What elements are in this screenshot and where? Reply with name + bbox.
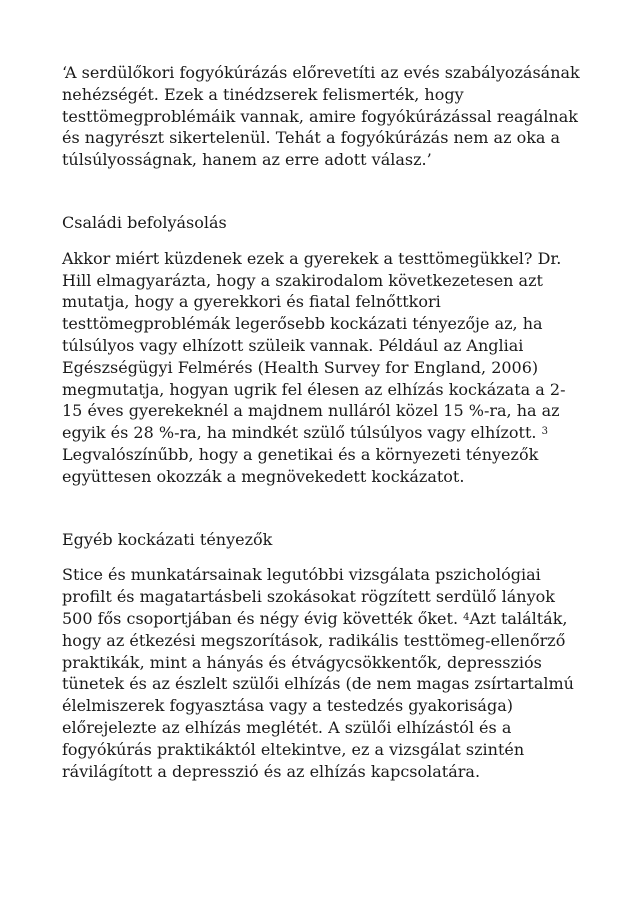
section-text: Legvalószínűbb, hogy a genetikai és a környezeti tényezők együttesen okozzák a megnövekedett kockázatot. bbox=[62, 444, 539, 486]
section-text: Stice és munkatársainak legutóbbi vizsgálata pszichológiai profilt és magatartásbeli szokásokat rögzített serdülő lányok 500 fős csoportjában és négy évig követték őket. bbox=[62, 565, 555, 628]
section-text: Azt találták, hogy az étkezési megszorítások, radikális testtömeg-ellenőrző praktikák, mint a hányás és étvágycsökkentők, depressziós tünetek és az észlelt szülői elhízás (de nem magas zsírtartalmú élelmiszerek fogyasztása vagy a testedzés gyakorisága) előrejelezte az elhízás meglétét. A szülői elhízástól és a fogyókúrás praktikáktól eltekintve, ez a vizsgálat szintén rávilágított a depresszió és az elhízás kapcsolatára. bbox=[62, 608, 574, 781]
section-body-other-risk-factors bbox=[62, 564, 582, 782]
footnote-marker: 4 bbox=[463, 611, 470, 623]
section-text: Akkor miért küzdenek ezek a gyerekek a testtömegükkel? Dr. Hill elmagyarázta, hogy a szakirodalom következetesen azt mutatja, hogy a gyerekkori és fiatal felnőttkori testtömegproblémák legerősebb kockázati tényezője az, ha túlsúlyos vagy elhízott szüleik vannak. Például az Angliai Egészségügyi Felmérés (Health Survey for England, 2006) megmutatja, hogyan ugrik fel élesen az elhízás kockázata a 2-15 éves gyerekeknél a majdnem nulláról közel 15 %-ra, ha az egyik és 28 %-ra, ha mindkét szülő túlsúlyos vagy elhízott. bbox=[62, 248, 566, 443]
document-page bbox=[62, 62, 582, 782]
section-body-family-influence bbox=[62, 248, 582, 488]
intro-quote: ‘A serdülőkori fogyókúrázás előrevetíti az evés szabályozásának nehézségét. Ezek a tinédzserek felismerték, hogy testtömegproblémáik vannak, amire fogyókúrázással reagálnak és nagyrészt sikertelenül. Tehát a fogyókúrázás nem az oka a túlsúlyosságnak, hanem az erre adott válasz.’ bbox=[62, 63, 580, 170]
section-heading-family-influence: Családi befolyásolás bbox=[62, 212, 227, 232]
footnote-marker: 3 bbox=[541, 426, 548, 438]
section-heading-other-risk-factors: Egyéb kockázati tényezők bbox=[62, 529, 273, 549]
